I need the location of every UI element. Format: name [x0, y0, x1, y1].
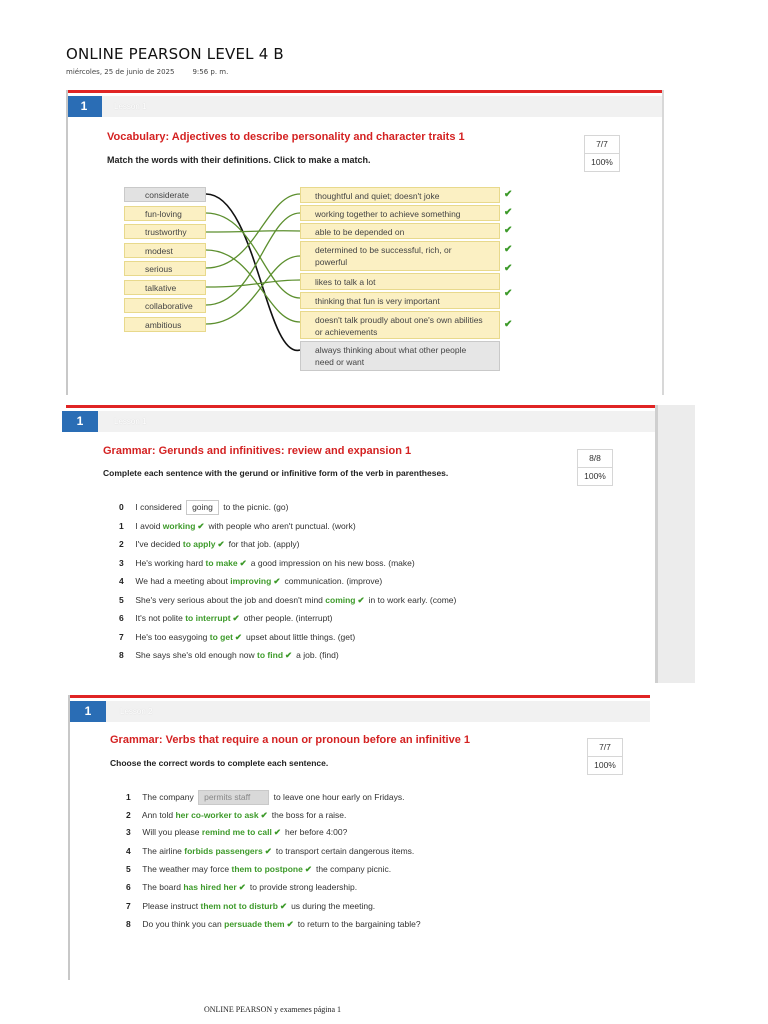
check-icon: ✔	[264, 846, 272, 856]
question-row: 4 We had a meeting about improving ✔ communication. (improve)	[119, 576, 383, 586]
check-icon: ✔	[504, 244, 513, 255]
word-item[interactable]: considerate	[124, 187, 206, 202]
lesson-label: Lesson 1	[114, 102, 147, 111]
word-item[interactable]: fun-loving	[124, 206, 206, 221]
answer-text[interactable]: to apply	[182, 539, 216, 549]
check-icon: ✔	[234, 632, 243, 642]
word-item[interactable]: serious	[124, 261, 206, 276]
word-item[interactable]: modest	[124, 243, 206, 258]
match-line-considerate	[206, 194, 300, 350]
definition-item[interactable]: likes to talk a lot	[300, 273, 500, 290]
answer-text[interactable]: remind me to call	[201, 827, 272, 837]
answer-text[interactable]: to get	[209, 632, 233, 642]
score-value: 7/7	[596, 139, 608, 149]
answer-text[interactable]: forbids passengers	[184, 846, 263, 856]
check-icon: ✔	[504, 319, 513, 330]
score-value: 7/7	[599, 742, 611, 752]
check-icon: ✔	[273, 827, 281, 837]
lesson-label: Lesson 2	[120, 707, 153, 716]
check-icon: ✔	[238, 882, 246, 892]
question-row: 1 The company permits staff to leave one hour early on Fridays.	[126, 789, 405, 805]
check-icon: ✔	[260, 810, 268, 820]
vocabulary-panel	[66, 90, 664, 395]
answer-input[interactable]: permits staff	[198, 790, 269, 805]
panel-top-bar	[68, 695, 650, 698]
exercise-number-badge: 1	[70, 701, 106, 722]
verbs-panel	[68, 695, 650, 980]
definition-item[interactable]: doesn't talk proudly about one's own abilities or achievements	[300, 311, 500, 339]
exercise-title: Grammar: Verbs that require a noun or pronoun before an infinitive 1	[110, 734, 471, 746]
score-box	[587, 738, 623, 775]
question-row: 1 I avoid working ✔ with people who aren't punctual. (work)	[119, 521, 356, 531]
definition-item[interactable]: working together to achieve something	[300, 205, 500, 221]
word-item[interactable]: trustworthy	[124, 224, 206, 239]
check-icon: ✔	[197, 521, 205, 531]
question-row: 5 She's very serious about the job and doesn't mind coming ✔ in to work early. (come)	[119, 595, 457, 605]
score-percent: 100%	[588, 756, 622, 774]
document-datetime	[66, 68, 228, 76]
question-row: 3 Will you please remind me to call ✔ her before 4:00?	[126, 827, 348, 837]
match-line-fun-loving	[206, 213, 300, 298]
definition-item[interactable]: thoughtful and quiet; doesn't joke	[300, 187, 500, 203]
check-icon: ✔	[504, 288, 513, 299]
answer-input[interactable]: going	[186, 500, 219, 515]
exercise-title: Grammar: Gerunds and infinitives: review and expansion 1	[103, 445, 412, 457]
panel-header	[66, 411, 658, 432]
question-row: 0 I considered going to the picnic. (go)	[119, 499, 288, 515]
answer-text[interactable]: her co-worker to ask	[175, 810, 259, 820]
document-title: ONLINE PEARSON LEVEL 4 B	[66, 45, 284, 63]
check-icon: ✔	[273, 576, 281, 586]
exercise-title: Vocabulary: Adjectives to describe personality and character traits 1	[107, 131, 465, 143]
lesson-label: Lesson 1	[114, 417, 147, 426]
check-icon: ✔	[279, 901, 288, 911]
question-row: 3 He's working hard to make ✔ a good impression on his new boss. (make)	[119, 558, 415, 568]
check-icon: ✔	[504, 263, 513, 274]
exercise-number-badge: 1	[62, 411, 98, 432]
check-icon: ✔	[286, 919, 294, 929]
question-row: 7 Please instruct them not to disturb ✔ us during the meeting.	[126, 901, 376, 911]
answer-text[interactable]: persuade them	[224, 919, 285, 929]
answer-text[interactable]: them to postpone	[231, 864, 303, 874]
definition-item[interactable]: thinking that fun is very important	[300, 292, 500, 309]
question-row: 2 Ann told her co-worker to ask ✔ the boss for a raise.	[126, 810, 347, 820]
page-footer: ONLINE PEARSON y examenes página 1	[203, 1005, 342, 1014]
check-icon: ✔	[304, 864, 312, 874]
definition-item[interactable]: determined to be successful, rich, or powerful	[300, 241, 500, 271]
check-icon: ✔	[504, 225, 513, 236]
check-icon: ✔	[217, 539, 225, 549]
question-row: 4 The airline forbids passengers ✔ to transport certain dangerous items.	[126, 846, 415, 856]
score-value: 8/8	[589, 453, 601, 463]
answer-text[interactable]: coming	[325, 595, 356, 605]
question-row: 8 Do you think you can persuade them ✔ to return to the bargaining table?	[126, 919, 421, 929]
panel-header	[68, 701, 650, 722]
check-icon: ✔	[357, 595, 365, 605]
check-icon: ✔	[504, 189, 513, 200]
score-box	[577, 449, 613, 486]
document-time: 9:56 p. m.	[192, 68, 229, 76]
document-date: miércoles, 25 de junio de 2025	[66, 68, 175, 76]
question-row: 6 It's not polite to interrupt ✔ other people. (interrupt)	[119, 613, 333, 623]
exercise-instructions: Complete each sentence with the gerund or infinitive form of the verb in parentheses.	[103, 468, 449, 478]
exercise-instructions: Match the words with their definitions. Click to make a match.	[107, 155, 371, 165]
answer-text[interactable]: to make	[205, 558, 238, 568]
word-item[interactable]: collaborative	[124, 298, 206, 313]
question-row: 2 I've decided to apply ✔ for that job. (apply)	[119, 539, 300, 549]
answer-text[interactable]: them not to disturb	[200, 901, 278, 911]
answer-text[interactable]: improving	[230, 576, 272, 586]
score-percent: 100%	[578, 467, 612, 485]
check-icon: ✔	[239, 558, 247, 568]
definition-item[interactable]: always thinking about what other people need or want	[300, 341, 500, 371]
answer-text[interactable]: has hired her	[183, 882, 237, 892]
check-icon: ✔	[285, 650, 293, 660]
answer-text[interactable]: working	[162, 521, 196, 531]
answer-text[interactable]: to interrupt	[185, 613, 231, 623]
match-line-trustworthy	[206, 231, 300, 232]
word-item[interactable]: ambitious	[124, 317, 206, 332]
check-icon: ✔	[232, 613, 240, 623]
check-icon: ✔	[504, 207, 513, 218]
exercise-number-badge: 1	[66, 96, 102, 117]
answer-text[interactable]: to find	[257, 650, 284, 660]
exercise-instructions: Choose the correct words to complete each sentence.	[110, 758, 329, 768]
panel-top-bar	[66, 405, 658, 408]
definition-item[interactable]: able to be depended on	[300, 223, 500, 239]
question-row: 8 She says she's old enough now to find ✔ a job. (find)	[119, 650, 339, 660]
word-item[interactable]: talkative	[124, 280, 206, 295]
gerunds-panel	[66, 405, 695, 683]
question-row: 6 The board has hired her ✔ to provide strong leadership.	[126, 882, 358, 892]
match-line-talkative	[206, 280, 300, 287]
question-row: 5 The weather may force them to postpone ✔ the company picnic.	[126, 864, 392, 874]
question-row: 7 He's too easygoing to get ✔ upset about little things. (get)	[119, 632, 356, 642]
score-percent: 100%	[585, 153, 619, 171]
